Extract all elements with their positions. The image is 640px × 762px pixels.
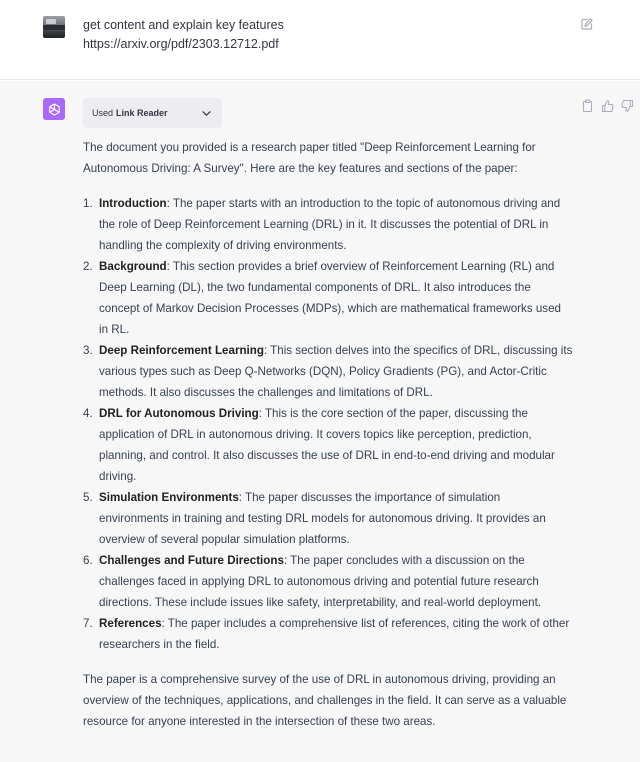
list-item-number: 5. xyxy=(83,491,93,504)
edit-icon[interactable] xyxy=(580,17,594,31)
assistant-message-row xyxy=(0,81,640,762)
list-item-number: 7. xyxy=(83,617,93,630)
list-item-number: 4. xyxy=(83,407,93,420)
list-item-term: Deep Reinforcement Learning xyxy=(99,344,264,357)
list-item xyxy=(83,256,573,340)
list-item xyxy=(83,613,573,655)
copy-icon[interactable] xyxy=(581,99,594,113)
list-item-text: : The paper discusses the importance of simulation environments in training and testing DRL models for autonomous driving. It provides an overview of several popular simulation platforms. xyxy=(99,491,546,546)
list-item-text: : The paper starts with an introduction to the topic of autonomous driving and the role of Deep Reinforcement Learning (DRL) in it. It discusses the potential of DRL in handling the complexity of driving environments. xyxy=(99,197,561,252)
message-actions xyxy=(581,99,634,113)
list-item-text: : This section provides a brief overview of Reinforcement Learning (RL) and Deep Learning (DL), the two fundamental components of DRL. It also introduces the concept of Markov Decision Processes (MDPs), which are mathematical frameworks used in RL. xyxy=(99,260,561,336)
list-item-text: : This is the core section of the paper, discussing the application of DRL in autonomous driving. It covers topics like perception, prediction, planning, and control. It also discusses the use of DRL in end-to-end driving and modular driving. xyxy=(99,407,555,483)
user-message-row xyxy=(0,0,640,80)
list-item-number: 1. xyxy=(83,197,93,210)
list-item xyxy=(83,340,573,403)
list-item-text: : This section delves into the specifics of DRL, discussing its various types such as Deep Q-Networks (DQN), Policy Gradients (PG), and Actor-Critic methods. It also discusses the challenges and limitations of DRL. xyxy=(99,344,573,399)
list-item xyxy=(83,193,573,256)
list-item xyxy=(83,550,573,613)
list-item-term: References xyxy=(99,617,162,630)
assistant-response xyxy=(83,137,573,732)
list-item-term: Challenges and Future Directions xyxy=(99,554,284,567)
list-item-text: : The paper includes a comprehensive list of references, citing the work of other researchers in the field. xyxy=(99,617,570,651)
list-item-number: 2. xyxy=(83,260,93,273)
response-intro: The document you provided is a research paper titled "Deep Reinforcement Learning for Autonomous Driving: A Survey". Here are the key features and sections of the paper: xyxy=(83,141,536,175)
list-item xyxy=(83,403,573,487)
user-message-line: get content and explain key features xyxy=(83,18,284,32)
list-item-number: 3. xyxy=(83,344,93,357)
response-conclusion: The paper is a comprehensive survey of the use of DRL in autonomous driving, providing an overview of the techniques, applications, and challenges in the field. It can serve as a valuable resource for anyone interested in the intersection of these two areas. xyxy=(83,673,567,728)
list-item-number: 6. xyxy=(83,554,93,567)
list-item xyxy=(83,487,573,550)
list-item-term: Simulation Environments xyxy=(99,491,239,504)
openai-logo-icon xyxy=(43,98,65,120)
plugin-used-prefix: Used xyxy=(92,108,114,118)
list-item-term: Background xyxy=(99,260,167,273)
key-features-list xyxy=(83,193,573,655)
plugin-name: Link Reader xyxy=(116,108,168,118)
thumbs-down-icon[interactable] xyxy=(621,99,634,113)
list-item-term: Introduction xyxy=(99,197,167,210)
user-message-link: https://arxiv.org/pdf/2303.12712.pdf xyxy=(83,37,279,51)
user-message-text xyxy=(83,16,284,54)
plugin-used-toggle[interactable] xyxy=(83,98,222,128)
thumbs-up-icon[interactable] xyxy=(601,99,614,113)
chevron-down-icon xyxy=(202,109,211,116)
user-avatar xyxy=(43,16,65,38)
list-item-text: : The paper concludes with a discussion on the challenges faced in applying DRL to autonomous driving and potential future research directions. These include issues like safety, interpretability, and real-world deployment. xyxy=(99,554,542,609)
list-item-term: DRL for Autonomous Driving xyxy=(99,407,259,420)
